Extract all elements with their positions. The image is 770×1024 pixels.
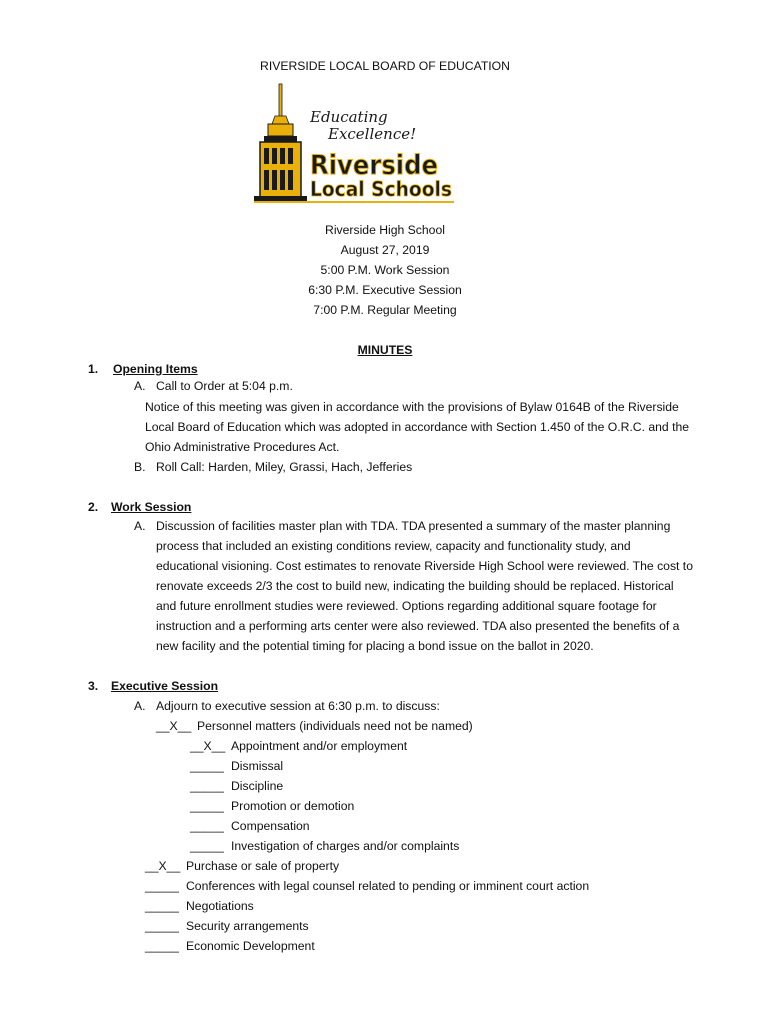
checkbox-mark: _____ — [190, 839, 224, 853]
notice-line: Local Board of Education which was adopted in accordance with Section 1.450 of the O.R.C. and the — [145, 420, 690, 434]
item-label: Conferences with legal counsel related to pending or imminent court action — [186, 879, 590, 893]
section-3-a-marker: A. — [134, 699, 146, 713]
sub-item-label: Dismissal — [231, 759, 284, 773]
meeting-time-exec: 6:30 P.M. Executive Session — [308, 283, 462, 297]
item-label: Negotiations — [186, 899, 254, 913]
sub-item-label: Promotion or demotion — [231, 799, 355, 813]
checkbox-mark: __X__ — [156, 719, 192, 733]
item-label: Economic Development — [186, 939, 315, 953]
checkbox-mark: _____ — [190, 819, 224, 833]
checkbox-mark: _____ — [190, 759, 224, 773]
notice-line: Ohio Administrative Procedures Act. — [145, 440, 340, 454]
roll-call: Roll Call: Harden, Miley, Grassi, Hach, Jefferies — [156, 460, 413, 474]
work-session-line: instruction and a performing arts center were also reviewed. TDA also presented the benefits of a — [156, 619, 680, 633]
logo-name-1: Riverside — [310, 150, 438, 181]
section-2-a-marker: A. — [134, 519, 146, 533]
meeting-location: Riverside High School — [325, 223, 445, 237]
meeting-time-work: 5:00 P.M. Work Session — [320, 263, 450, 277]
document-title: MINUTES — [357, 343, 413, 357]
meeting-date: August 27, 2019 — [340, 243, 430, 257]
personnel-matters-label: Personnel matters (individuals need not be named) — [197, 719, 473, 733]
logo-name-2: Local Schools — [310, 177, 452, 201]
checkbox-mark: _____ — [190, 779, 224, 793]
work-session-line: and future enrollment studies were reviewed. Options regarding additional square footage for — [156, 599, 657, 613]
section-3-title: Executive Session — [111, 679, 219, 693]
section-3-number: 3. — [88, 679, 99, 693]
sub-item-label: Discipline — [231, 779, 284, 793]
section-1-title: Opening Items — [113, 362, 198, 376]
sub-item-label: Appointment and/or employment — [231, 739, 408, 753]
work-session-line: new facility and the potential timing for placing a bond issue on the ballot in 2020. — [156, 639, 594, 653]
section-1-b-marker: B. — [134, 460, 146, 474]
meeting-time-regular: 7:00 P.M. Regular Meeting — [313, 303, 457, 317]
tower-icon — [254, 84, 307, 201]
work-session-line: Discussion of facilities master plan with TDA. TDA presented a summary of the master planning — [156, 519, 671, 533]
item-label: Purchase or sale of property — [186, 859, 340, 873]
section-1-a-marker: A. — [134, 379, 146, 393]
section-1-number: 1. — [88, 362, 99, 376]
work-session-line: process that included an existing conditions review, capacity and functionality study, and — [156, 539, 631, 553]
checkbox-mark: __X__ — [190, 739, 226, 753]
checkbox-mark: _____ — [145, 919, 179, 933]
riverside-logo — [250, 82, 460, 206]
item-label: Security arrangements — [186, 919, 309, 933]
logo-tagline-2: Excellence! — [328, 125, 417, 143]
sub-item-label: Investigation of charges and/or complaints — [231, 839, 460, 853]
checkbox-mark: _____ — [190, 799, 224, 813]
adjourn-text: Adjourn to executive session at 6:30 p.m. to discuss: — [156, 699, 440, 713]
org-title: RIVERSIDE LOCAL BOARD OF EDUCATION — [260, 59, 510, 73]
logo-tagline-1: Educating — [310, 108, 388, 126]
section-2-title: Work Session — [111, 500, 192, 514]
sub-item-label: Compensation — [231, 819, 310, 833]
notice-line: Notice of this meeting was given in accordance with the provisions of Bylaw 0164B of the Riverside — [145, 400, 679, 414]
section-2-number: 2. — [88, 500, 99, 514]
work-session-line: renovate exceeds 2/3 the cost to build new, indicating the building should be replaced. Historical — [156, 579, 674, 593]
checkbox-mark: __X__ — [145, 859, 181, 873]
checkbox-mark: _____ — [145, 899, 179, 913]
checkbox-mark: _____ — [145, 879, 179, 893]
checkbox-mark: _____ — [145, 939, 179, 953]
call-to-order: Call to Order at 5:04 p.m. — [156, 379, 293, 393]
work-session-line: educational visioning. Cost estimates to renovate Riverside High School were reviewed. The cost to — [156, 559, 693, 573]
